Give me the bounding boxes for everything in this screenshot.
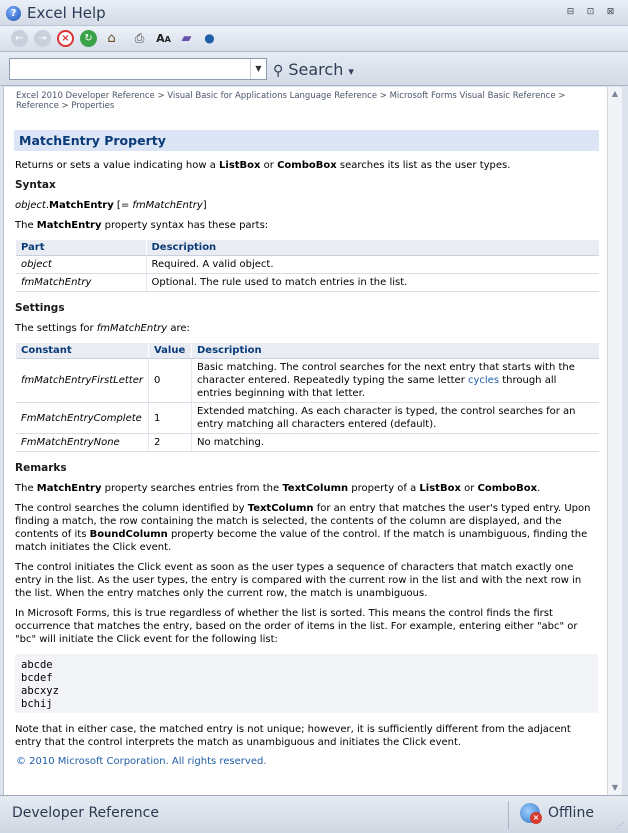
- status-bar: [0, 795, 628, 833]
- settings-table: [16, 343, 599, 452]
- search-bar: [0, 52, 628, 86]
- search-history-dropdown-icon[interactable]: ▼: [250, 59, 266, 79]
- table-cell: [16, 256, 146, 274]
- part-name: fmMatchEntry: [21, 277, 92, 288]
- print-icon[interactable]: ⎙: [134, 31, 145, 45]
- close-button[interactable]: ⊠: [606, 7, 615, 17]
- refresh-icon[interactable]: ↻: [80, 30, 97, 47]
- back-icon[interactable]: ←: [11, 30, 28, 47]
- window-title: Excel Help: [27, 4, 106, 22]
- code-block: [15, 654, 598, 713]
- table-header-row: [16, 343, 599, 359]
- font-size-icon[interactable]: AA: [156, 32, 171, 45]
- constant-name: FmMatchEntryComplete: [21, 412, 142, 424]
- parts-table: [16, 240, 599, 292]
- home-icon[interactable]: ⌂: [107, 31, 116, 46]
- search-icon: ⚲: [273, 63, 284, 79]
- syntax-property: MatchEntry: [49, 200, 114, 211]
- remarks-paragraph-1: [15, 482, 599, 495]
- remarks-paragraph-2: [15, 502, 599, 554]
- help-article: [3, 87, 607, 795]
- status-developer-reference[interactable]: Developer Reference: [12, 805, 159, 821]
- forward-icon[interactable]: →: [34, 30, 51, 47]
- table-cell: [16, 434, 148, 452]
- syntax-dot: .: [45, 200, 50, 211]
- restore-button[interactable]: ⊡: [586, 7, 595, 17]
- r2-text: The control searches the column identified by: [15, 503, 248, 514]
- disconnected-icon: ×: [530, 812, 542, 824]
- table-header-row: [16, 240, 599, 256]
- r2-bold: TextColumn: [247, 503, 314, 514]
- table-cell: [191, 359, 599, 403]
- table-row: [16, 403, 599, 434]
- intro-suffix: searches its list as the user types.: [336, 160, 511, 171]
- r1-text: .: [537, 483, 541, 494]
- r2-text: for an entry that matches the user's typed entry. Upon finding a match, the row containing the match is selected, the contents of the column are displayed, and the contents of its: [15, 503, 591, 540]
- intro-paragraph: [15, 159, 599, 172]
- code-line: bcdef: [21, 672, 53, 684]
- table-cell: [16, 274, 146, 292]
- table-of-contents-icon[interactable]: ▰: [181, 31, 192, 46]
- syntax-open: [=: [113, 200, 133, 211]
- r1-bold: TextColumn: [282, 483, 349, 494]
- page-title: MatchEntry Property: [14, 130, 599, 151]
- r1-text: property searches entries from the: [101, 483, 283, 494]
- keep-on-top-icon[interactable]: ●: [204, 31, 215, 45]
- r1-bold: ComboBox: [477, 483, 538, 494]
- remarks-heading: Remarks: [15, 462, 67, 474]
- breadcrumb[interactable]: Excel 2010 Developer Reference > Visual Basic for Applications Language Reference > Microsoft Forms Visual Basic Reference > Reference > Properties: [16, 91, 566, 111]
- toolbar: [0, 26, 628, 52]
- status-divider: [508, 801, 509, 829]
- r1-bold: ListBox: [419, 483, 461, 494]
- remarks-paragraph-4: In Microsoft Forms, this is true regardless of whether the list is sorted. This means the control finds the first occurrence that matches the entry, based on the order of items in the list. For example, entering either "abc" or "bc" will initiate the Click event for the following list:: [15, 608, 578, 645]
- resize-grip-icon[interactable]: ⋰: [616, 821, 624, 830]
- parts-intro-suffix: property syntax has these parts:: [101, 220, 269, 231]
- description-text: Basic matching. The control searches for the next entry that starts with the character entered. Repeatedly typing the same letter: [196, 362, 575, 386]
- table-cell: Extended matching. As each character is typed, the control searches for an entry matching all characters entered (default).: [191, 403, 599, 434]
- remarks-paragraph-5: Note that in either case, the matched entry is not unique; however, it is sufficiently different from the adjacent entry that the control interprets the match as unambiguous and initiates the Click event.: [15, 724, 571, 748]
- code-line: abcde: [21, 659, 53, 671]
- search-button[interactable]: [273, 60, 354, 80]
- scroll-up-icon[interactable]: ▲: [611, 89, 619, 98]
- r1-bold: MatchEntry: [36, 483, 102, 494]
- vertical-scrollbar[interactable]: [607, 87, 622, 795]
- settings-intro-prefix: The settings for: [15, 323, 97, 334]
- settings-intro-param: fmMatchEntry: [96, 323, 168, 334]
- scroll-down-icon[interactable]: ▼: [611, 783, 619, 792]
- help-app-icon: ?: [6, 6, 21, 21]
- table-cell: [16, 403, 148, 434]
- search-options-chevron-down-icon[interactable]: ▾: [348, 65, 354, 78]
- search-button-label: Search: [288, 60, 344, 79]
- settings-intro-suffix: are:: [167, 323, 190, 334]
- settings-intro: [15, 322, 599, 335]
- title-bar: [0, 0, 628, 26]
- table-row: [16, 434, 599, 452]
- parts-intro-prefix: The: [15, 220, 37, 231]
- table-header: Description: [191, 343, 599, 359]
- intro-listbox: ListBox: [219, 160, 261, 171]
- syntax-object: object: [15, 200, 46, 211]
- table-cell: 0: [148, 359, 191, 403]
- description-text: through all entries beginning with that letter.: [196, 375, 557, 399]
- table-cell: [16, 359, 148, 403]
- table-header: Description: [146, 240, 599, 256]
- code-line: bchij: [21, 698, 53, 710]
- table-cell: 1: [148, 403, 191, 434]
- table-row: [16, 359, 599, 403]
- remarks-paragraph-3: The control initiates the Click event as soon as the user types a sequence of characters that match exactly one entry in the list. As the user types, the entry is compared with the current row in the list and with the next row in the list. When the entry matches only the current row, the match is unambiguous.: [15, 562, 582, 599]
- parts-intro: [15, 219, 599, 232]
- syntax-param: fmMatchEntry: [132, 200, 203, 211]
- syntax-line: [15, 199, 599, 212]
- r2-bold: BoundColumn: [89, 529, 168, 540]
- table-header: Constant: [16, 343, 148, 359]
- table-header: Value: [148, 343, 191, 359]
- intro-text: Returns or sets a value indicating how a: [15, 160, 220, 171]
- table-row: [16, 256, 599, 274]
- intro-combobox: ComboBox: [277, 160, 337, 171]
- code-line: abcxyz: [21, 685, 59, 697]
- table-row: [16, 274, 599, 292]
- settings-heading: Settings: [15, 302, 65, 314]
- table-cell: 2: [148, 434, 191, 452]
- table-header: Part: [16, 240, 146, 256]
- cycles-link[interactable]: cycles: [467, 375, 500, 386]
- part-name: object: [21, 259, 52, 270]
- r1-text: property of a: [348, 483, 420, 494]
- r1-text: or: [460, 483, 478, 494]
- intro-or: or: [260, 160, 278, 171]
- table-cell: No matching.: [191, 434, 599, 452]
- copyright-link[interactable]: © 2010 Microsoft Corporation. All rights reserved.: [16, 756, 267, 767]
- syntax-close: ]: [202, 200, 207, 211]
- constant-name: FmMatchEntryNone: [21, 437, 120, 448]
- table-cell: Optional. The rule used to match entries in the list.: [146, 274, 599, 292]
- table-cell: Required. A valid object.: [146, 256, 599, 274]
- stop-icon[interactable]: ×: [57, 30, 74, 47]
- syntax-heading: Syntax: [15, 179, 56, 191]
- r2-text: property become the value of the control. If the match is unambiguous, finding the match initiates the Click event.: [15, 529, 588, 553]
- r1-text: The: [15, 483, 37, 494]
- parts-intro-bold: MatchEntry: [36, 220, 102, 231]
- minimize-button[interactable]: ⊟: [566, 7, 575, 17]
- constant-name: fmMatchEntryFirstLetter: [21, 375, 143, 386]
- connection-status-label: Offline: [548, 805, 594, 821]
- search-input[interactable]: [9, 58, 267, 80]
